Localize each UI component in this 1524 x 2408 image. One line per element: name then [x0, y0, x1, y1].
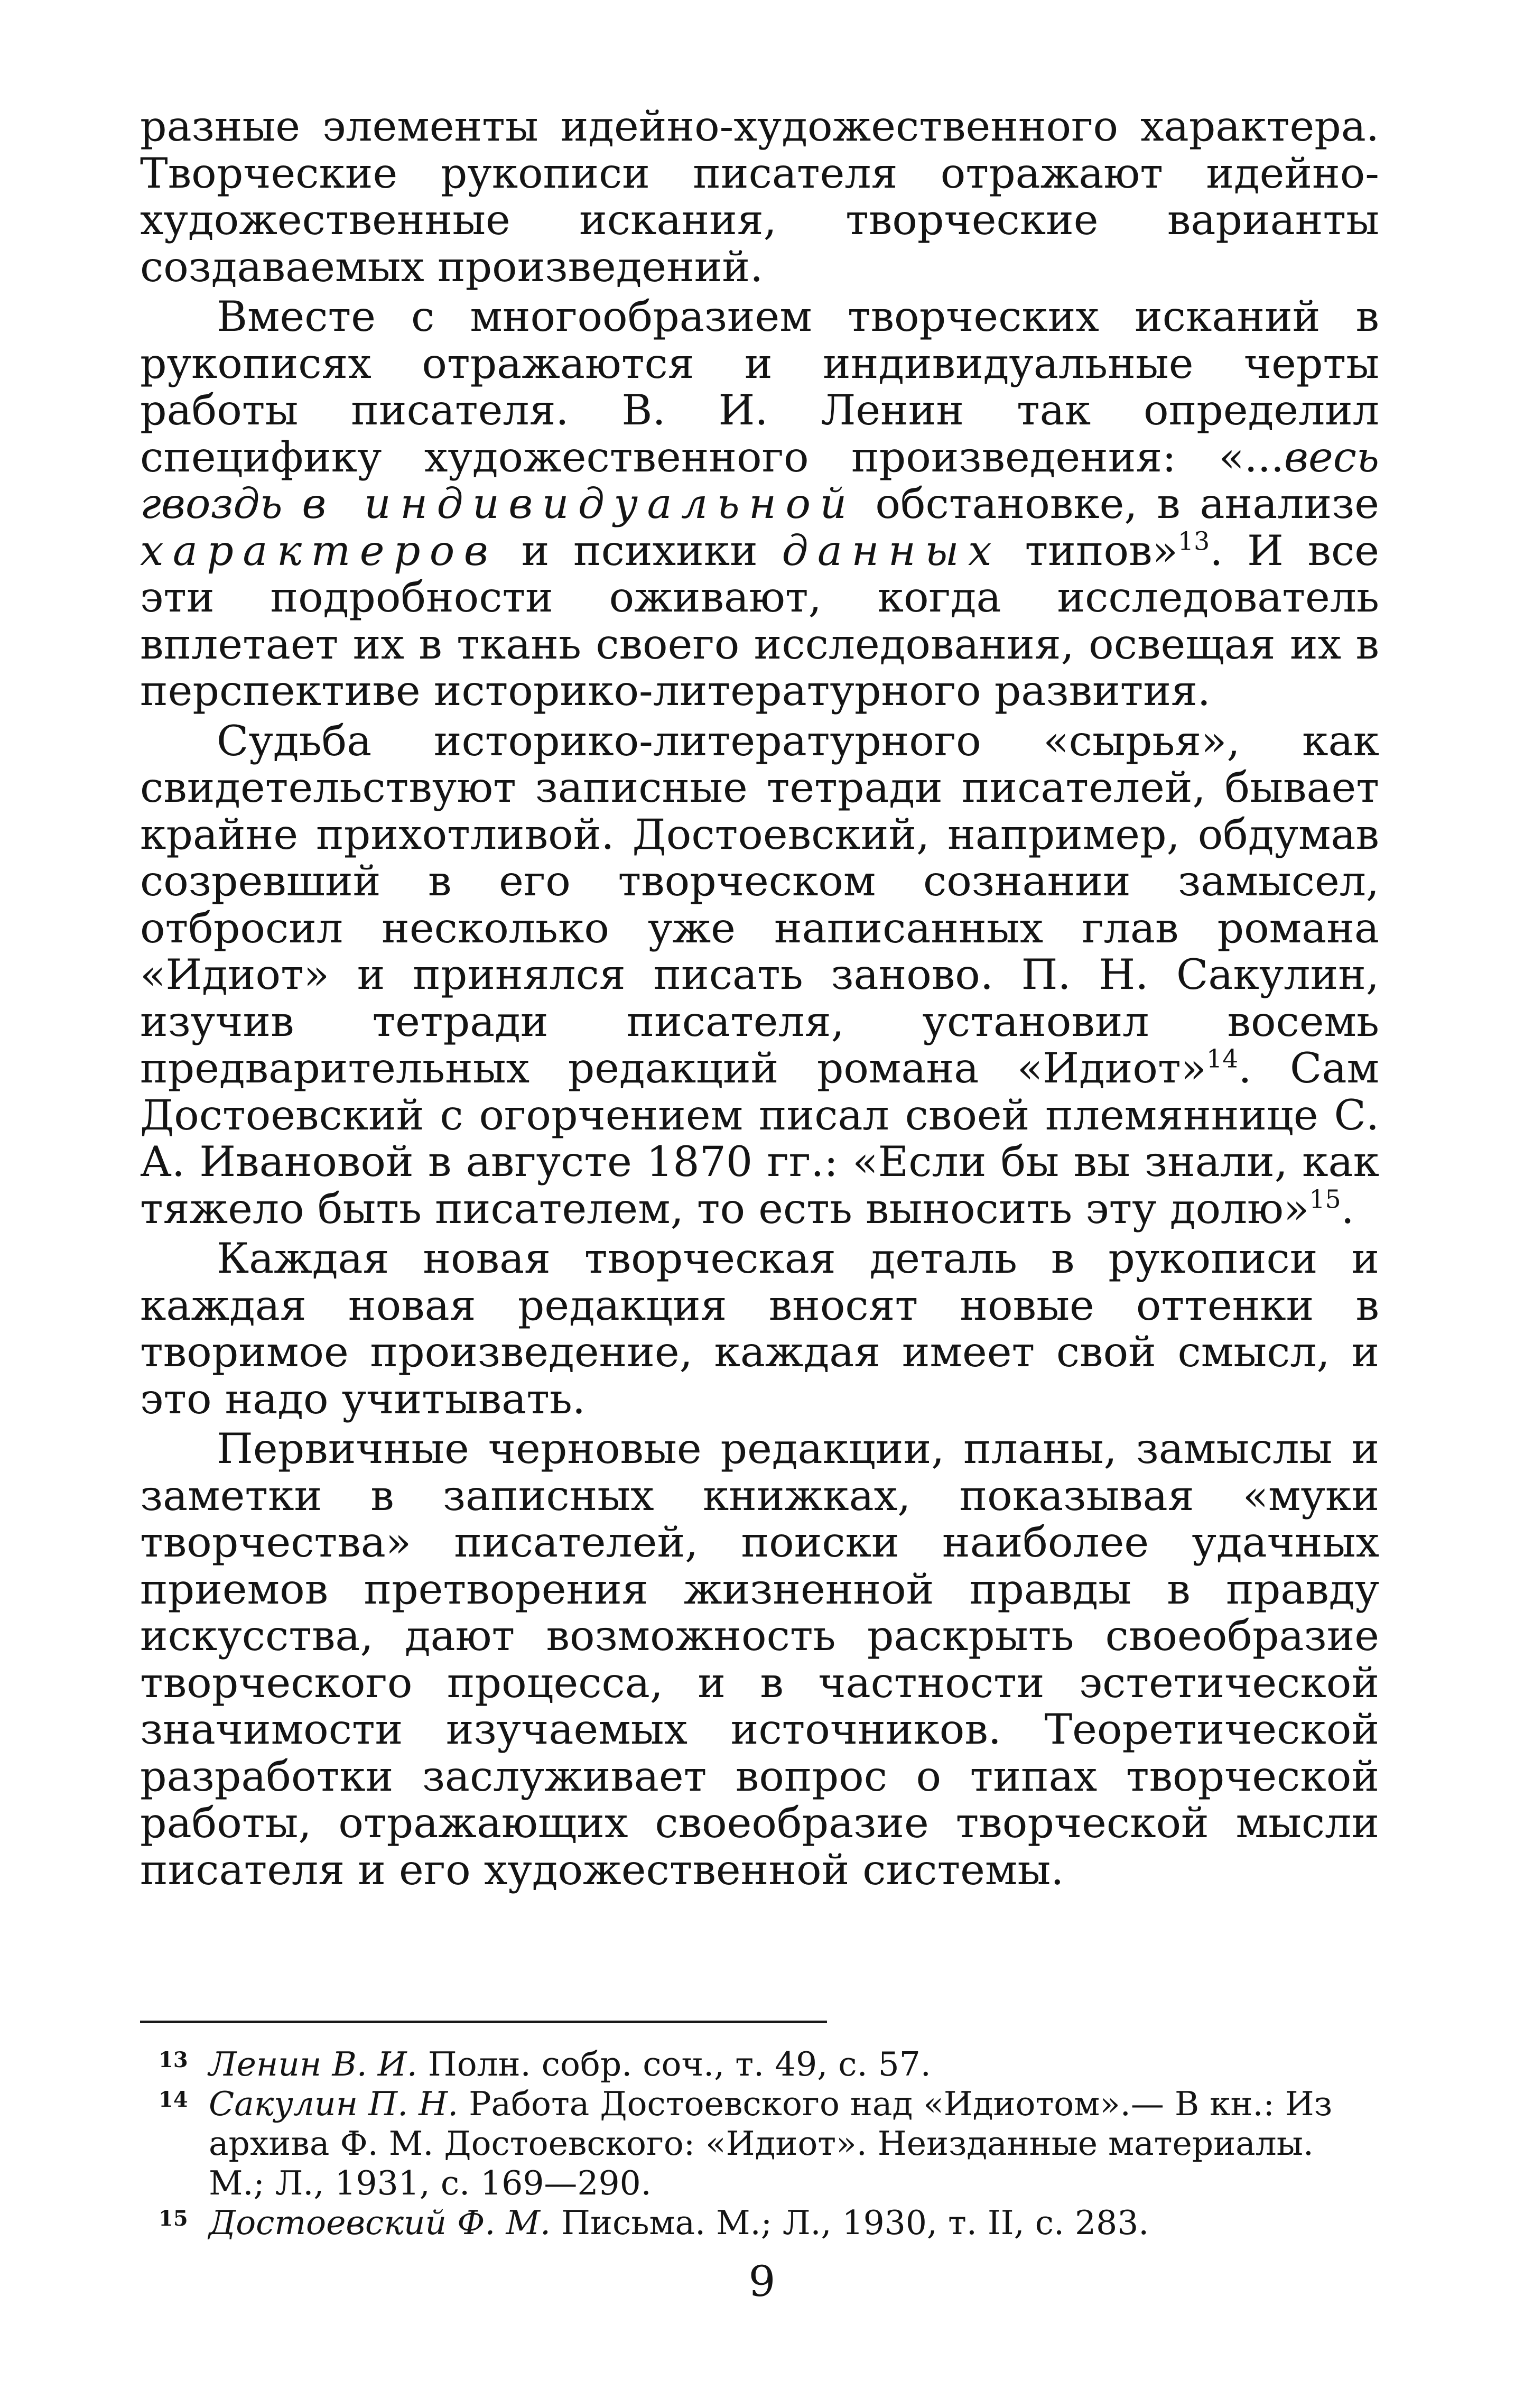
lenin-quote-italic: весь гвоздь [140, 432, 1379, 528]
footnote-ref-14: 14 [1206, 1044, 1239, 1074]
paragraph-3 [140, 718, 1379, 1233]
footnote-author: Достоевский Ф. М. [209, 2203, 551, 2242]
paragraph-2 [140, 293, 1379, 715]
footnote-text: Полн. собр. соч., т. 49, с. 57. [417, 2045, 931, 2083]
paragraph-3-text-b: . Сам Достоевский с огорчением писал своей племяннице С. А. Ивановой в августе 1870 гг.: «Если бы вы знали, как тяжело быть писателем, то есть выносить эту долю» [140, 1044, 1379, 1233]
footnote-14 [140, 2084, 1379, 2203]
paragraph-3-text-a: Судьба историко-литературного «сырья», как свидетельствуют записные тетради писателей, бывает крайне прихотливой. Достоевский, например, обдумав созревший в его творческом сознании замысел, отбросил несколько уже написанных глав романа «Идиот» и принялся писать заново. П. Н. Сакулин, изучив тетради писателя, установил восемь предварительных редакций романа «Идиот» [140, 716, 1379, 1092]
footnotes [140, 2044, 1379, 2243]
footnote-13 [140, 2044, 1379, 2084]
paragraph-3-text-c: . [1341, 1184, 1354, 1233]
paragraph-5: Первичные черновые редакции, планы, замыслы и заметки в записных книжках, показывая «муки творчества» писателей, поиски наиболее удачных приемов претворения жизненной правды в правду искусства, дают возможность раскрыть своеобразие творческого процесса, и в частности эстетической значимости изучаемых источников. Теоретической разработки заслуживает вопрос о типах творческой работы, отражающих своеобразие творческой мысли писателя и его художественной системы. [140, 1424, 1379, 1894]
footnote-ref-15: 15 [1309, 1185, 1341, 1215]
footnote-separator [140, 2021, 827, 2023]
footnote-number: 14 [159, 2087, 188, 2112]
paragraph-2-text-d: типов» [1000, 526, 1178, 575]
paragraph-4: Каждая новая творческая деталь в рукописи и каждая новая редакция вносят новые оттенки в творимое произведение, каждая имеет свой смысл, и это надо учитывать. [140, 1234, 1379, 1423]
footnote-number: 15 [159, 2206, 188, 2231]
footnote-author: Ленин В. И. [209, 2045, 417, 2083]
paragraph-1: разные элементы идейно-художественного характера. Творческие рукописи писателя отражают идейно-художественные искания, творческие варианты создаваемых произведений. [140, 102, 1379, 291]
footnote-text: Работа Достоевского над «Идиотом».— В кн.: Из архива Ф. М. Достоевского: «Идиот». Неизданные материалы. М.; Л., 1931, с. 169—290. [209, 2085, 1333, 2202]
lenin-quote-spaced-individual: в индивидуальной [302, 479, 856, 528]
lenin-quote-spaced-given: данных [782, 526, 1001, 575]
footnote-author: Сакулин П. Н. [209, 2085, 459, 2123]
footnote-ref-13: 13 [1177, 527, 1210, 557]
paragraph-2-text-e: . И все эти подробности оживают, когда исследователь вплетает их в ткань своего исследования, освещая их в перспективе историко-литературного развития. [140, 526, 1380, 715]
paragraph-2-text-a: Вместе с многообразием творческих исканий в рукописях отражаются и индивидуальные черты работы писателя. В. И. Ленин так определил специфику художественного произведения: «... [140, 292, 1379, 481]
paragraph-2-text-b: обстановке, в анализе [856, 479, 1379, 528]
footnote-text: Письма. М.; Л., 1930, т. II, с. 283. [551, 2203, 1149, 2242]
lenin-quote-spaced-characters: характеров [140, 526, 498, 575]
page-body [140, 103, 1379, 1896]
footnote-number: 13 [159, 2048, 188, 2072]
page-number: 9 [748, 2257, 776, 2306]
paragraph-2-text-c: и психики [497, 526, 782, 575]
footnote-15 [140, 2203, 1379, 2243]
